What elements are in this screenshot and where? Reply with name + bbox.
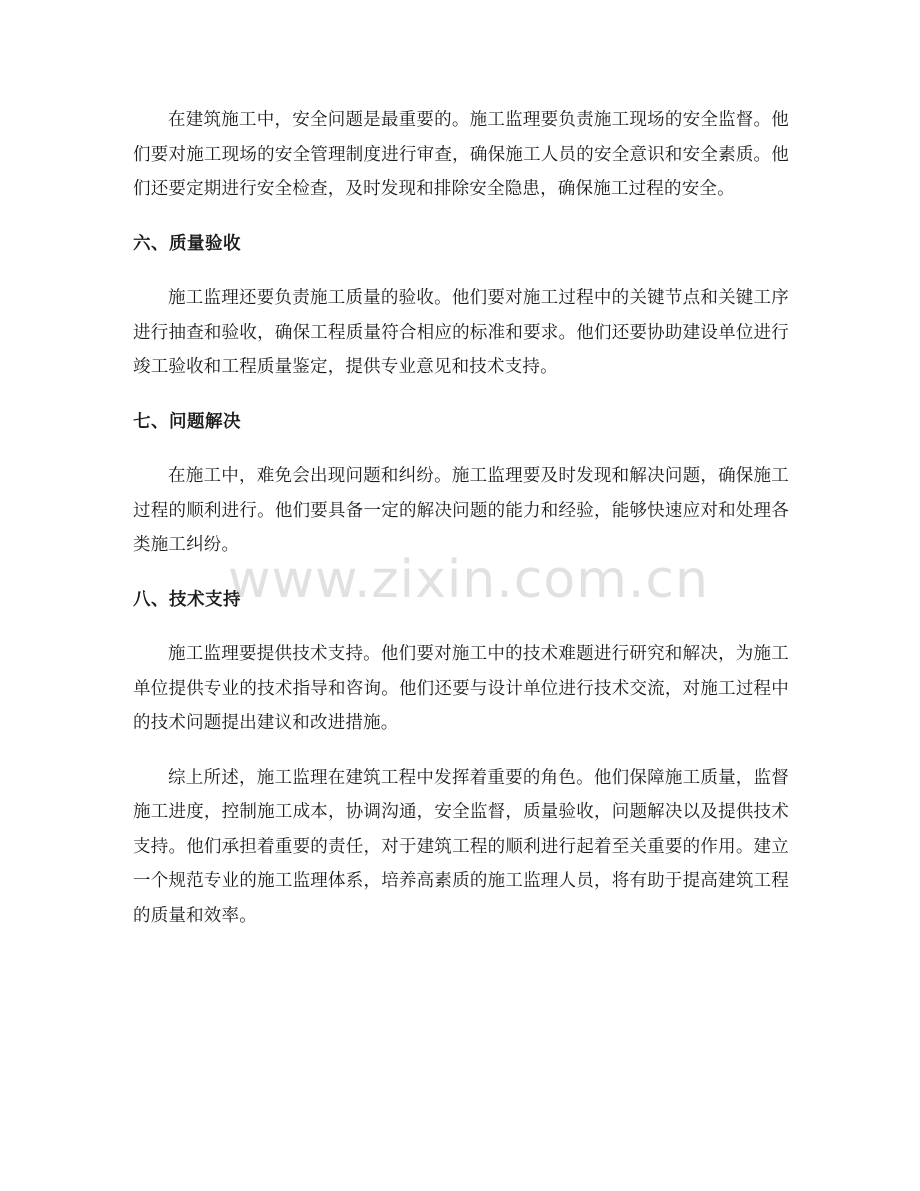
watermark-text: www.zixin.com.cn — [228, 550, 709, 610]
section-heading-quality-acceptance: 六、质量验收 — [133, 233, 241, 254]
section-heading-problem-solving: 七、问题解决 — [133, 411, 241, 432]
section-body-technical-support: 施工监理要提供技术支持。他们要对施工中的技术难题进行研究和解决，为施工单位提供专业的技术指导和咨询。他们还要与设计单位进行技术交流，对施工过程中的技术问题提出建议和改进措施。 — [133, 644, 789, 733]
intro-paragraph: 在建筑施工中，安全问题是最重要的。施工监理要负责施工现场的安全监督。他们要对施工现场的安全管理制度进行审查，确保施工人员的安全意识和安全素质。他们还要定期进行安全检查，及时发现和排除安全隐患，确保施工过程的安全。 — [133, 110, 789, 199]
conclusion-paragraph: 综上所述，施工监理在建筑工程中发挥着重要的角色。他们保障施工质量，监督施工进度，控制施工成本，协调沟通，安全监督，质量验收，问题解决以及提供技术支持。他们承担着重要的责任，对于建筑工程的顺利进行起着至关重要的作用。建立一个规范专业的施工监理体系，培养高素质的施工监理人员，将有助于提高建筑工程的质量和效率。 — [133, 767, 789, 926]
document-body — [133, 103, 789, 953]
section-heading-technical-support: 八、技术支持 — [133, 589, 241, 610]
section-body-quality-acceptance: 施工监理还要负责施工质量的验收。他们要对施工过程中的关键节点和关键工序进行抽查和验收，确保工程质量符合相应的标准和要求。他们还要协助建设单位进行竣工验收和工程质量鉴定，提供专业意见和技术支持。 — [133, 288, 789, 377]
section-body-problem-solving: 在施工中，难免会出现问题和纠纷。施工监理要及时发现和解决问题，确保施工过程的顺利进行。他们要具备一定的解决问题的能力和经验，能够快速应对和处理各类施工纠纷。 — [133, 466, 789, 555]
